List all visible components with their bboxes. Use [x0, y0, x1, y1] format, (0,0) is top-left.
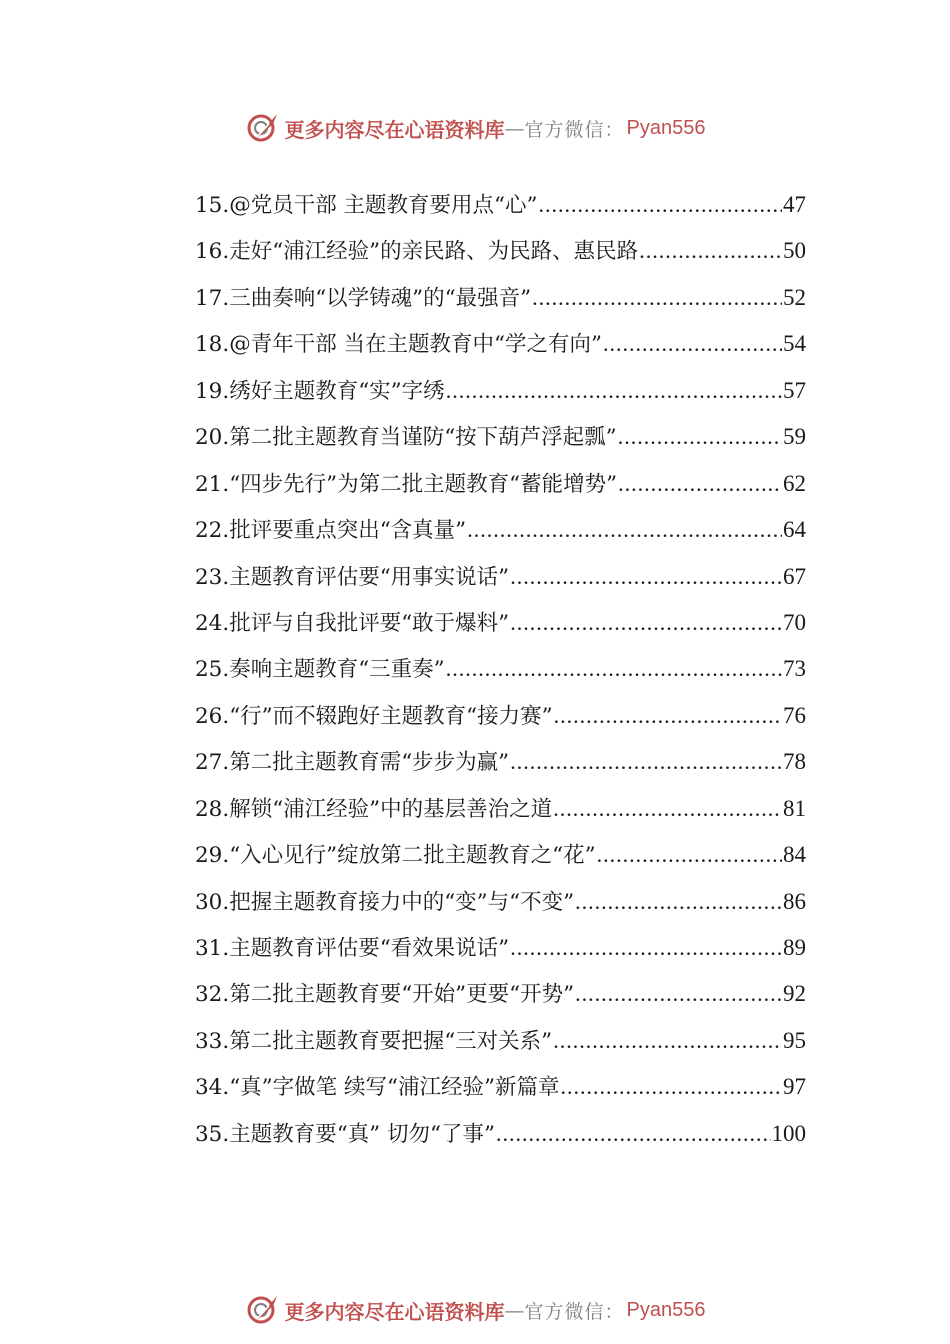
toc-dot-leader: [446, 646, 782, 692]
header-banner: [0, 106, 950, 150]
toc-entry-page: 62: [783, 470, 806, 496]
footer-banner: [0, 1288, 950, 1332]
toc-entry[interactable]: [195, 832, 806, 878]
toc-entry[interactable]: [195, 971, 806, 1017]
toc-entry-page: 86: [783, 888, 806, 914]
toc-dot-leader: [639, 228, 782, 274]
toc-entry[interactable]: [195, 461, 806, 507]
toc-entry-page: 57: [783, 377, 806, 403]
toc-entry-title: 28.解锁“浦江经验”中的基层善治之道: [195, 796, 553, 822]
toc-entry[interactable]: [195, 182, 806, 228]
quill-logo-icon: [245, 110, 281, 146]
toc-dot-leader: [510, 925, 782, 971]
toc-entry-page: 64: [783, 517, 806, 543]
toc-dot-leader: [532, 275, 782, 321]
banner-slogan: 更多内容尽在心语资料库: [284, 117, 505, 142]
toc-dot-leader: [496, 1111, 771, 1157]
toc-entry[interactable]: [195, 786, 806, 832]
toc-dot-leader: [561, 1064, 783, 1110]
banner-wechat-id: Pyan556: [626, 116, 706, 139]
banner-wechat-label: 官方微信：: [524, 118, 625, 141]
toc-entry-title: 35.主题教育要“真” 切勿“了事”: [195, 1121, 495, 1147]
toc-entry-page: 52: [783, 284, 806, 310]
toc-entry-page: 84: [783, 842, 806, 868]
toc-entry-title: 21.“四步先行”为第二批主题教育“蓄能增势”: [195, 471, 618, 497]
toc-entry[interactable]: [195, 925, 806, 971]
toc-entry-title: 25.奏响主题教育“三重奏”: [195, 657, 445, 683]
toc-entry-page: 67: [783, 563, 806, 589]
toc-entry-title: 23.主题教育评估要“用事实说话”: [195, 564, 510, 590]
toc-dot-leader: [575, 971, 782, 1017]
toc-entry-page: 78: [783, 749, 806, 775]
banner-slogan: 更多内容尽在心语资料库: [284, 1299, 505, 1324]
banner-wechat-label: 官方微信：: [524, 1300, 625, 1323]
toc-entry[interactable]: [195, 1018, 806, 1064]
toc-entry-page: 59: [783, 424, 806, 450]
banner-separator: —: [504, 1298, 525, 1322]
toc-entry-title: 24.批评与自我批评要“敢于爆料”: [195, 610, 510, 636]
toc-entry-page: 70: [783, 609, 806, 635]
toc-entry[interactable]: [195, 1111, 806, 1157]
toc-entry[interactable]: [195, 600, 806, 646]
toc-entry[interactable]: [195, 693, 806, 739]
toc-dot-leader: [553, 1018, 782, 1064]
toc-entry-title: 32.第二批主题教育要“开始”更要“开势”: [195, 982, 575, 1008]
toc-dot-leader: [603, 321, 782, 367]
toc-dot-leader: [597, 832, 782, 878]
toc-entry-page: 95: [783, 1027, 806, 1053]
toc-dot-leader: [554, 693, 782, 739]
toc-entry-page: 92: [783, 981, 806, 1007]
toc-entry[interactable]: [195, 321, 806, 367]
toc-entry-title: 17.三曲奏响“以学铸魂”的“最强音”: [195, 285, 532, 311]
quill-logo-icon: [245, 1292, 281, 1328]
toc-entry-page: 89: [783, 935, 806, 960]
toc-entry-title: 31.主题教育评估要“看效果说话”: [195, 936, 510, 961]
toc-entry-page: 76: [783, 702, 806, 728]
banner-wechat-id: Pyan556: [626, 1298, 706, 1321]
toc-entry[interactable]: [195, 507, 806, 553]
toc-entry-title: 19.绣好主题教育“实”字绣: [195, 378, 445, 404]
toc-entry[interactable]: [195, 646, 806, 692]
toc-dot-leader: [553, 786, 782, 832]
toc-dot-leader: [618, 414, 782, 460]
toc-entry[interactable]: [195, 879, 806, 925]
toc-entry-page: 47: [783, 192, 806, 217]
toc-entry-page: 81: [783, 795, 806, 821]
toc-dot-leader: [575, 879, 782, 925]
toc-entry-title: 29.“入心见行”绽放第二批主题教育之“花”: [195, 843, 596, 869]
toc-dot-leader: [539, 182, 782, 228]
toc-entry-title: 34.“真”字做笔 续写“浦江经验”新篇章: [195, 1075, 560, 1101]
toc-entry-title: 16.走好“浦江经验”的亲民路、为民路、惠民路: [195, 239, 639, 265]
toc-entry-page: 100: [771, 1120, 806, 1146]
toc-dot-leader: [510, 554, 782, 600]
toc-entry[interactable]: [195, 275, 806, 321]
toc-entry-title: 30.把握主题教育接力中的“变”与“不变”: [195, 889, 575, 915]
table-of-contents: [195, 182, 806, 1157]
toc-dot-leader: [510, 600, 782, 646]
toc-entry-page: 50: [783, 238, 806, 264]
toc-entry-title: 26.“行”而不辍跑好主题教育“接力赛”: [195, 703, 553, 729]
toc-dot-leader: [510, 739, 782, 785]
toc-entry-page: 97: [783, 1074, 806, 1100]
toc-entry-title: 18.@青年干部 当在主题教育中“学之有向”: [195, 332, 603, 358]
toc-entry-page: 73: [783, 656, 806, 682]
toc-entry[interactable]: [195, 739, 806, 785]
toc-entry[interactable]: [195, 1064, 806, 1110]
toc-dot-leader: [618, 461, 782, 507]
toc-dot-leader: [446, 368, 782, 414]
toc-entry[interactable]: [195, 554, 806, 600]
toc-entry[interactable]: [195, 414, 806, 460]
toc-entry-title: 27.第二批主题教育需“步步为赢”: [195, 750, 510, 776]
toc-dot-leader: [467, 507, 782, 553]
toc-entry-page: 54: [783, 331, 806, 357]
banner-separator: —: [504, 116, 525, 140]
toc-entry-title: 33.第二批主题教育要把握“三对关系”: [195, 1028, 553, 1054]
toc-entry[interactable]: [195, 228, 806, 274]
toc-entry-title: 15.@党员干部 主题教育要用点“心”: [195, 193, 538, 218]
toc-entry-title: 22.批评要重点突出“含真量”: [195, 518, 467, 544]
toc-entry-title: 20.第二批主题教育当谨防“按下葫芦浮起瓢”: [195, 425, 617, 451]
toc-entry[interactable]: [195, 368, 806, 414]
